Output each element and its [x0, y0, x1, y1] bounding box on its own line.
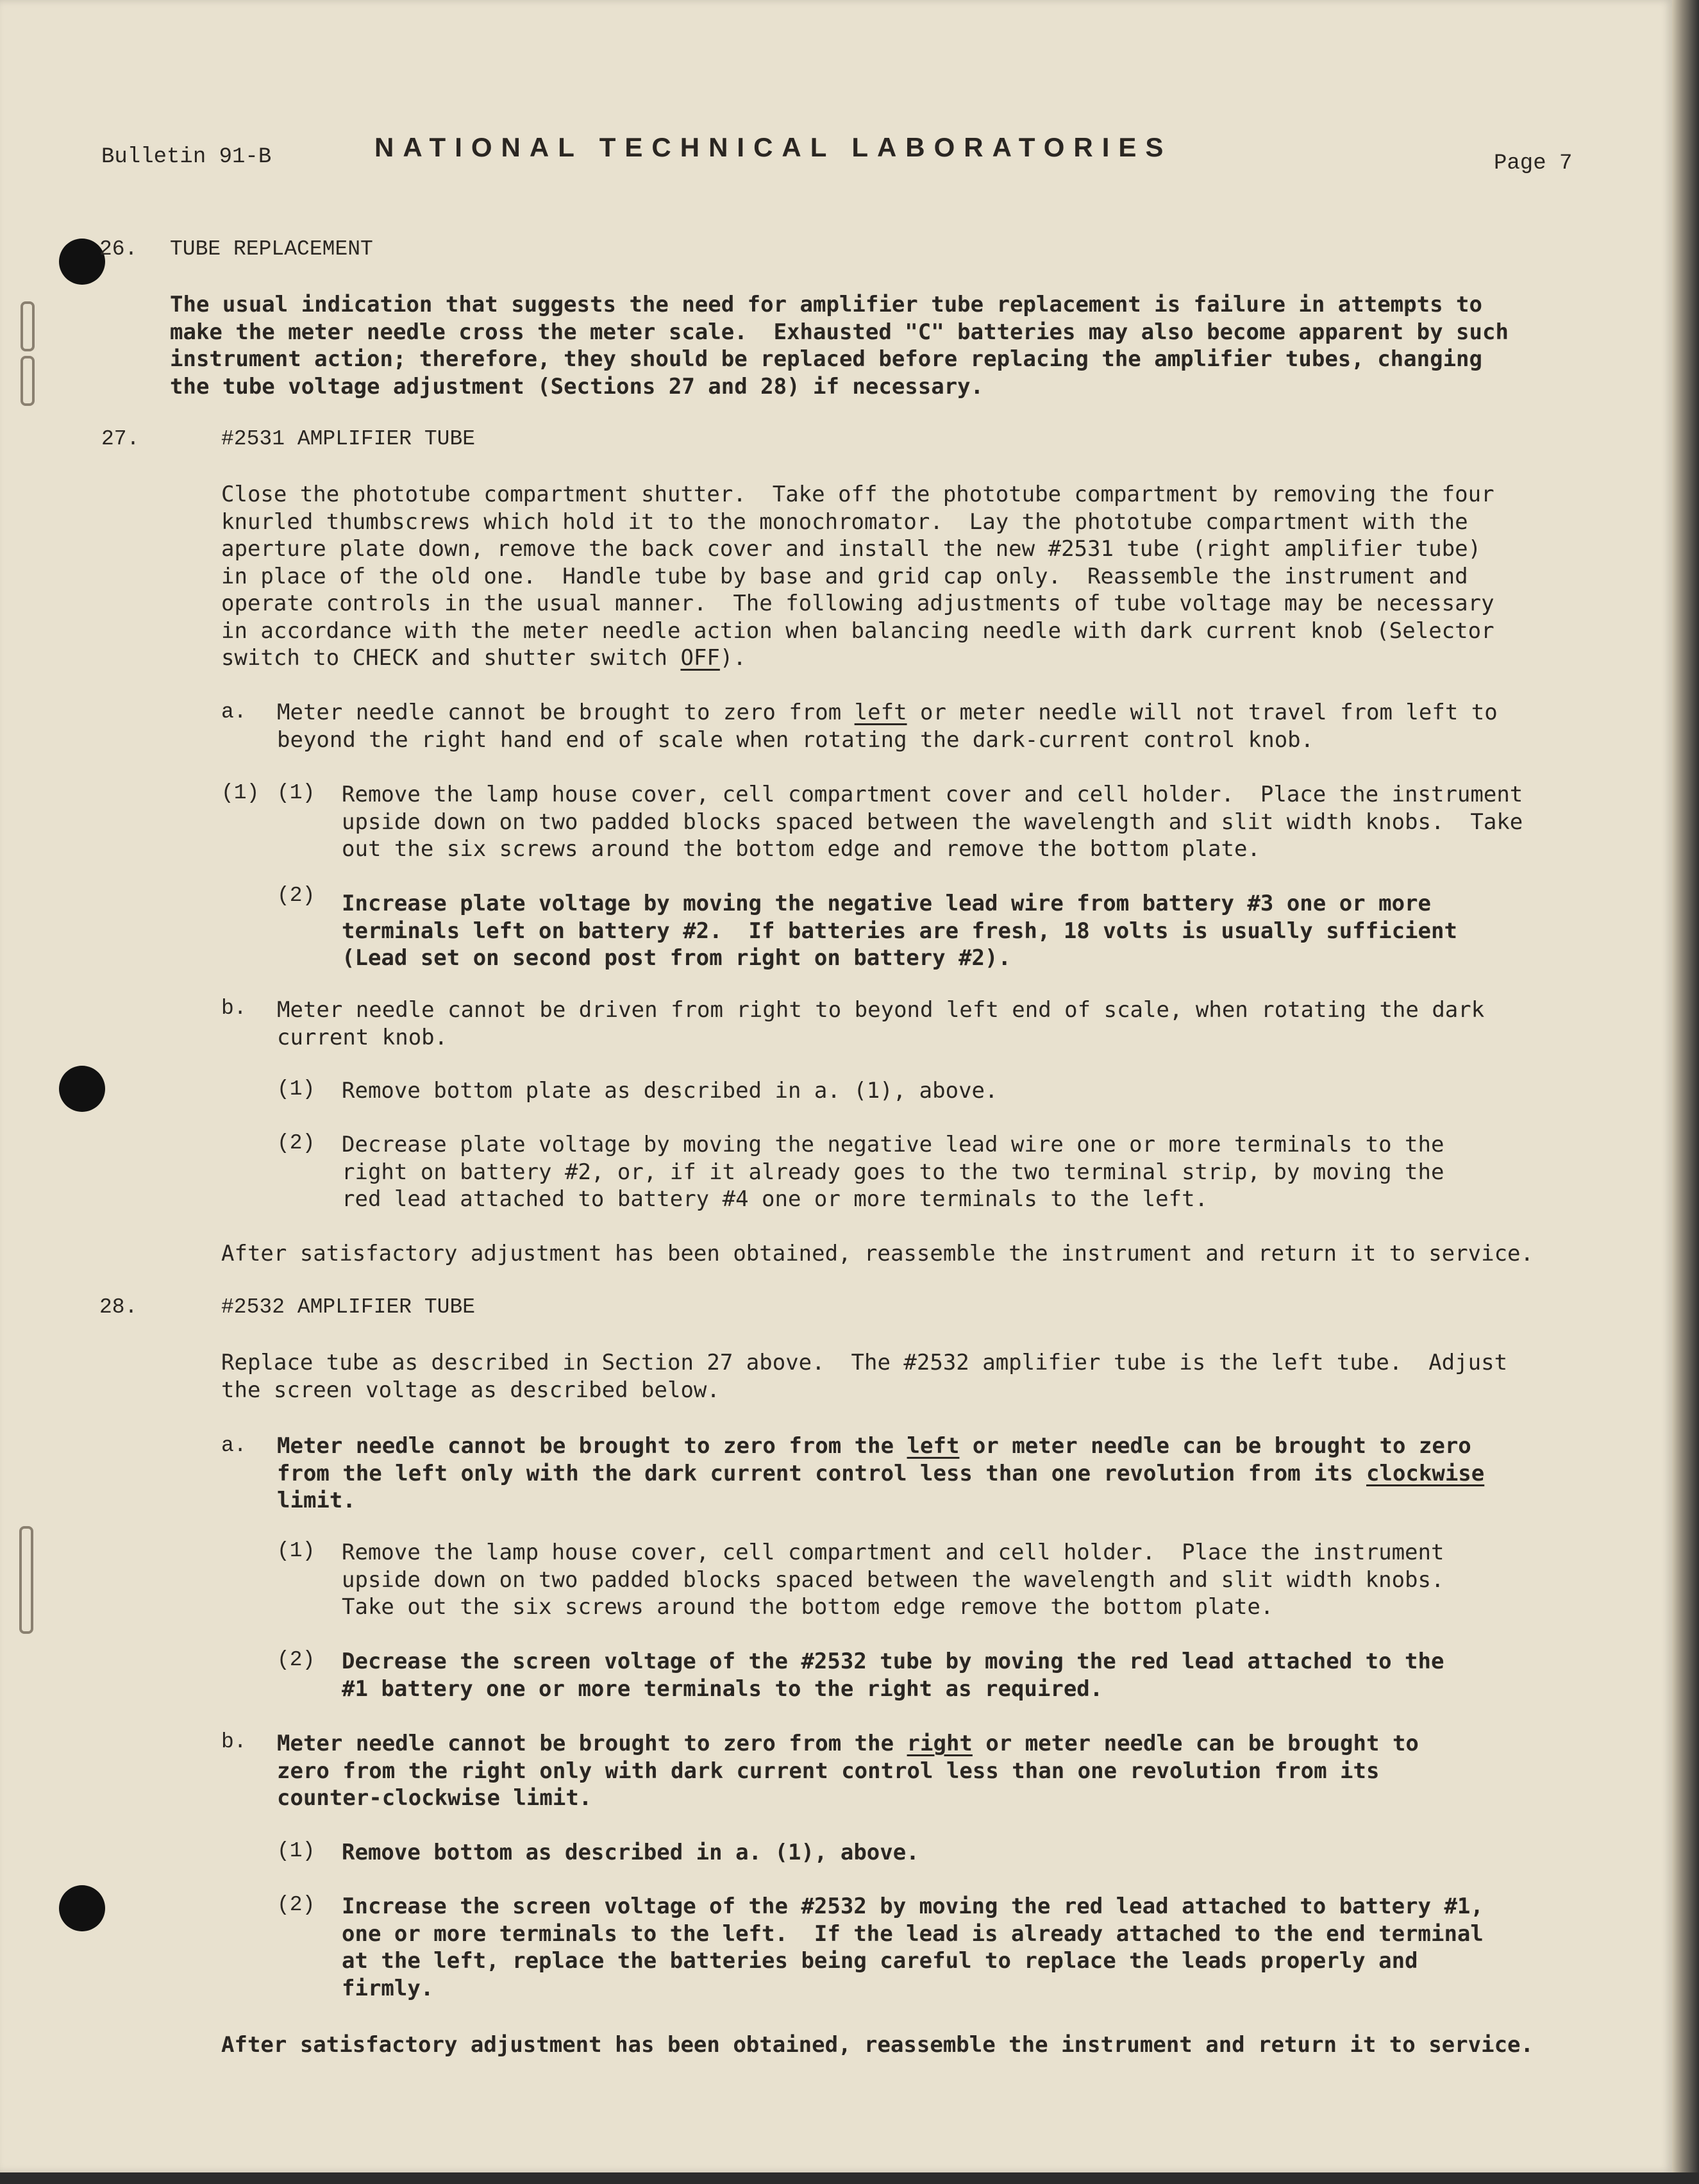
page-number: Page 7: [1494, 151, 1573, 176]
section-27-a1-marker: (1): [277, 781, 315, 805]
section-28-b2-marker: (2): [277, 1893, 315, 1917]
section-27-heading: #2531 AMPLIFIER TUBE: [221, 427, 476, 451]
section-28-b-text: [277, 1730, 1419, 1812]
section-28-b-text-1: Meter needle cannot be brought to zero from the: [277, 1731, 907, 1756]
section-28-b-underline: right: [907, 1731, 973, 1756]
binder-hole-bottom: [59, 1885, 105, 1931]
section-27-a-text: [277, 699, 1498, 753]
section-27-b2-marker: (2): [277, 1131, 315, 1155]
section-28-a-text-1: Meter needle cannot be brought to zero from the: [277, 1433, 907, 1459]
section-27-intro-text: Close the phototube compartment shutter. Take off the phototube compartment by removing the four knurled thumbscrews which hold it to the monochromator. Lay the phototube compartment with the aperture plate down, remove the back cover and install the new #2531 tube (right amplifier tube) in place of the old one. Handle tube by base and grid cap only. Reassemble the instrument and operate controls in the usual manner. The following adjustments of tube voltage may be necessary in accordance with the meter needle action when balancing needle with dark current knob (Selector switch to CHECK and shutter switch: [221, 482, 1494, 671]
section-28-number: 28.: [99, 1295, 138, 1319]
section-27-a-marker: a.: [221, 700, 247, 724]
section-26-body: The usual indication that suggests the need for amplifier tube replacement is failure in attempts to make the meter needle cross the meter scale. Exhausted "C" batteries may also become apparent by such instrument action; therefore, they should be replaced before replacing the amplifier tubes, changing the tube voltage adjustment (Sections 27 and 28) if necessary.: [170, 292, 1509, 399]
section-28-b1-marker: (1): [277, 1839, 315, 1863]
section-28-a2-marker: (2): [277, 1648, 315, 1672]
section-27-a1-outer-marker: (1): [221, 781, 260, 805]
section-27-a-underline: left: [854, 700, 907, 725]
section-27-b-text: Meter needle cannot be driven from right to beyond left end of scale, when rotating the dark current knob.: [277, 997, 1485, 1050]
section-28-b2-text: Increase the screen voltage of the #2532 by moving the red lead attached to battery #1, one or more terminals to the left. If the lead is already attached to the end terminal at the left, replace the batteries being careful to replace the leads properly and firmly.: [342, 1894, 1484, 2001]
section-27-a-text-1: Meter needle cannot be brought to zero from: [277, 700, 855, 725]
section-27-a2-marker: (2): [277, 884, 315, 907]
binder-hole-middle: [59, 1066, 105, 1112]
section-26-heading: TUBE REPLACEMENT: [170, 237, 373, 261]
page-bottom-edge: [0, 2172, 1699, 2184]
staple-mark-top-2: [21, 356, 35, 406]
section-28-a1-text: Remove the lamp house cover, cell compartment and cell holder. Place the instrument upside down on two padded blocks spaced between the wavelength and slit width knobs. Take out the six screws around the bottom edge remove the bottom plate.: [342, 1540, 1444, 1620]
section-28-closing: After satisfactory adjustment has been obtained, reassemble the instrument and return it to service.: [221, 2032, 1534, 2058]
staple-mark-top: [21, 301, 35, 351]
section-27-number: 27.: [101, 427, 140, 451]
section-28-a-underline-clockwise: clockwise: [1366, 1460, 1485, 1486]
page-right-edge: [1672, 0, 1699, 2184]
section-27-b1-marker: (1): [277, 1077, 315, 1101]
section-28-a-underline-left: left: [907, 1433, 960, 1459]
section-28-heading: #2532 AMPLIFIER TUBE: [221, 1295, 476, 1319]
section-27-a2-text: Increase plate voltage by moving the negative lead wire from battery #3 one or more terminals left on battery #2. If batteries are fresh, 18 volts is usually sufficient (Lead set on second post from right on battery #2).: [342, 891, 1457, 971]
section-27-intro-underline: OFF: [680, 645, 720, 671]
section-28-intro: Replace tube as described in Section 27 above. The #2532 amplifier tube is the left tube. Adjust the screen voltage as described below.: [221, 1350, 1508, 1403]
section-28-a-text-2: or meter needle can be brought to zero from the left only with the dark current control less than one revolution from its: [277, 1433, 1471, 1486]
staple-mark-bottom: [19, 1526, 33, 1634]
section-27-b1-text: Remove bottom plate as described in a. (1), above.: [342, 1078, 998, 1104]
section-27-intro: [221, 481, 1494, 672]
section-28-a-text: [277, 1432, 1484, 1515]
section-28-b-marker: b.: [221, 1730, 247, 1754]
section-28-a-text-3: limit.: [277, 1488, 356, 1513]
section-28-b-text-2: or meter needle can be brought to zero from the right only with dark current control less than one revolution from its counter-clockwise limit.: [277, 1731, 1419, 1811]
section-28-a1-marker: (1): [277, 1539, 315, 1563]
section-27-intro-end: ).: [719, 645, 746, 671]
section-26-number: 26.: [99, 237, 138, 261]
binder-hole-top: [59, 239, 105, 285]
section-27-a1-text: Remove the lamp house cover, cell compartment cover and cell holder. Place the instrument upside down on two padded blocks spaced between the wavelength and slit width knobs. Take out the six screws around the bottom edge and remove the bottom plate.: [342, 782, 1523, 862]
section-27-b-marker: b.: [221, 996, 247, 1020]
section-28-a-marker: a.: [221, 1434, 247, 1457]
section-27-b2-text: Decrease plate voltage by moving the negative lead wire one or more terminals to the right on battery #2, or, if it already goes to the two terminal strip, by moving the red lead attached to battery #4 one or more terminals to the left.: [342, 1132, 1444, 1212]
section-28-b1-text: Remove bottom as described in a. (1), above.: [342, 1840, 919, 1865]
bulletin-number: Bulletin 91-B: [101, 145, 272, 169]
section-28-a2-text: Decrease the screen voltage of the #2532 tube by moving the red lead attached to the #1 battery one or more terminals to the right as required.: [342, 1649, 1444, 1702]
section-27-closing: After satisfactory adjustment has been obtained, reassemble the instrument and return it to service.: [221, 1241, 1534, 1266]
page-title: NATIONAL TECHNICAL LABORATORIES: [374, 132, 1173, 162]
section-27-a-text-2: or meter needle will not travel from left to beyond the right hand end of scale when rotating the dark-current control knob.: [277, 700, 1498, 753]
